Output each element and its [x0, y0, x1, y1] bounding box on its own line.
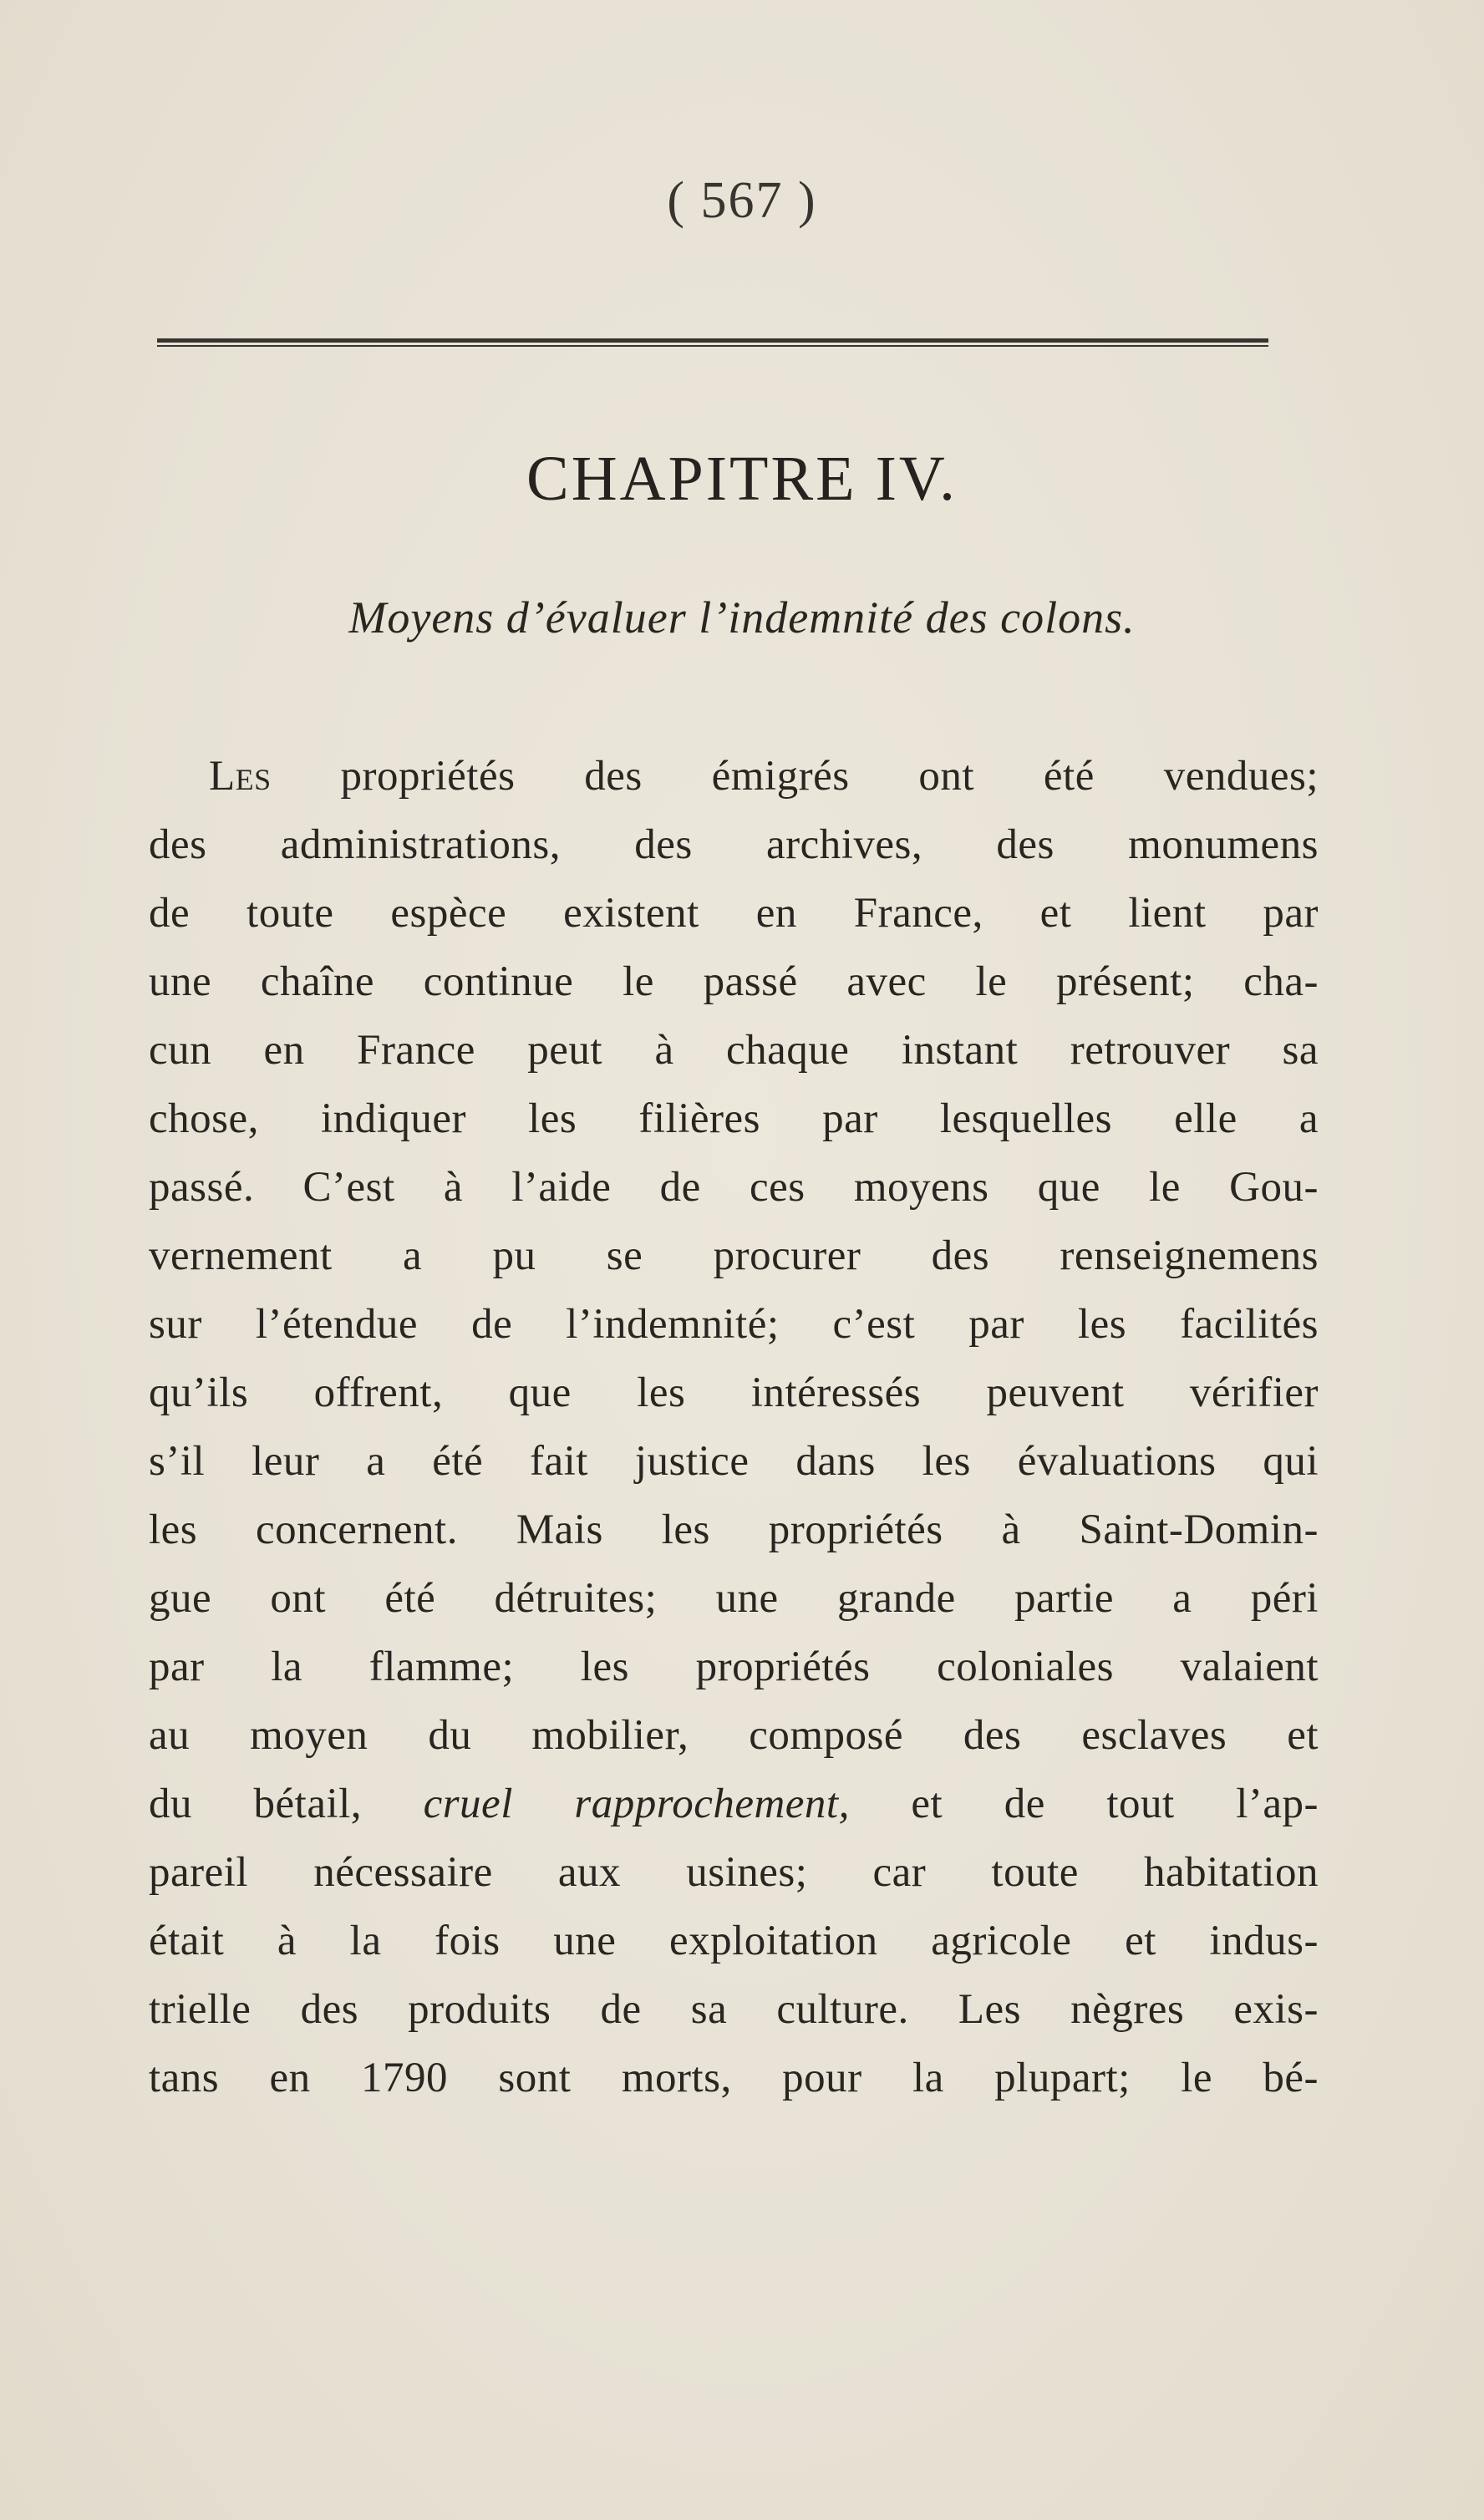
header-rule-thin: [157, 345, 1268, 347]
header-rule-thick: [157, 338, 1268, 343]
text-line: cun en France peut à chaque instant retrouver sa: [149, 1027, 1319, 1074]
text-line: des administrations, des archives, des monumens: [149, 821, 1319, 868]
text-line-first: [149, 742, 1319, 810]
italic-phrase: cruel rapprochement,: [423, 1781, 850, 1827]
text-line-first-rest: propriétés des émigrés ont été vendues;: [340, 753, 1319, 800]
text-line: au moyen du mobilier, composé des esclaves et: [149, 1712, 1319, 1759]
header-rule: [157, 338, 1268, 348]
chapter-subtitle: Moyens d’évaluer l’indemnité des colons.: [348, 592, 1136, 643]
text-line: une chaîne continue le passé avec le présent; cha-: [149, 958, 1319, 1005]
text-line: pareil nécessaire aux usines; car toute habitation: [149, 1849, 1319, 1896]
text-line: gue ont été détruites; une grande partie a péri: [149, 1575, 1319, 1622]
text-line: trielle des produits de sa culture. Les nègres exis-: [149, 1986, 1319, 2033]
text-line: par la flamme; les propriétés coloniales valaient: [149, 1644, 1319, 1690]
text-line: vernement a pu se procurer des renseignemens: [149, 1232, 1319, 1279]
text-line: passé. C’est à l’aide de ces moyens que le Gou-: [149, 1164, 1319, 1211]
text-after-italic: et de tout l’ap-: [849, 1781, 1319, 1827]
text-line-last: tans en 1790 sont morts, pour la plupart; le bé-: [149, 2055, 1319, 2101]
chapter-title: CHAPITRE IV.: [526, 444, 958, 514]
body-paragraph: [149, 742, 1319, 2112]
text-line: les concernent. Mais les propriétés à Saint-Domin-: [149, 1506, 1319, 1553]
dropcap-word: Les: [209, 753, 272, 800]
text-line-italic: [149, 1770, 1319, 1838]
text-line: s’il leur a été fait justice dans les évaluations qui: [149, 1438, 1319, 1485]
text-line: chose, indiquer les filières par lesquelles elle a: [149, 1095, 1319, 1142]
text-line: de toute espèce existent en France, et lient par: [149, 890, 1319, 937]
page-number: ( 567 ): [667, 172, 817, 229]
text-line: sur l’étendue de l’indemnité; c’est par les facilités: [149, 1301, 1319, 1348]
text-line: qu’ils offrent, que les intéressés peuvent vérifier: [149, 1369, 1319, 1416]
text-line: était à la fois une exploitation agricole et indus-: [149, 1918, 1319, 1964]
text-before-italic: du bétail,: [149, 1781, 424, 1827]
